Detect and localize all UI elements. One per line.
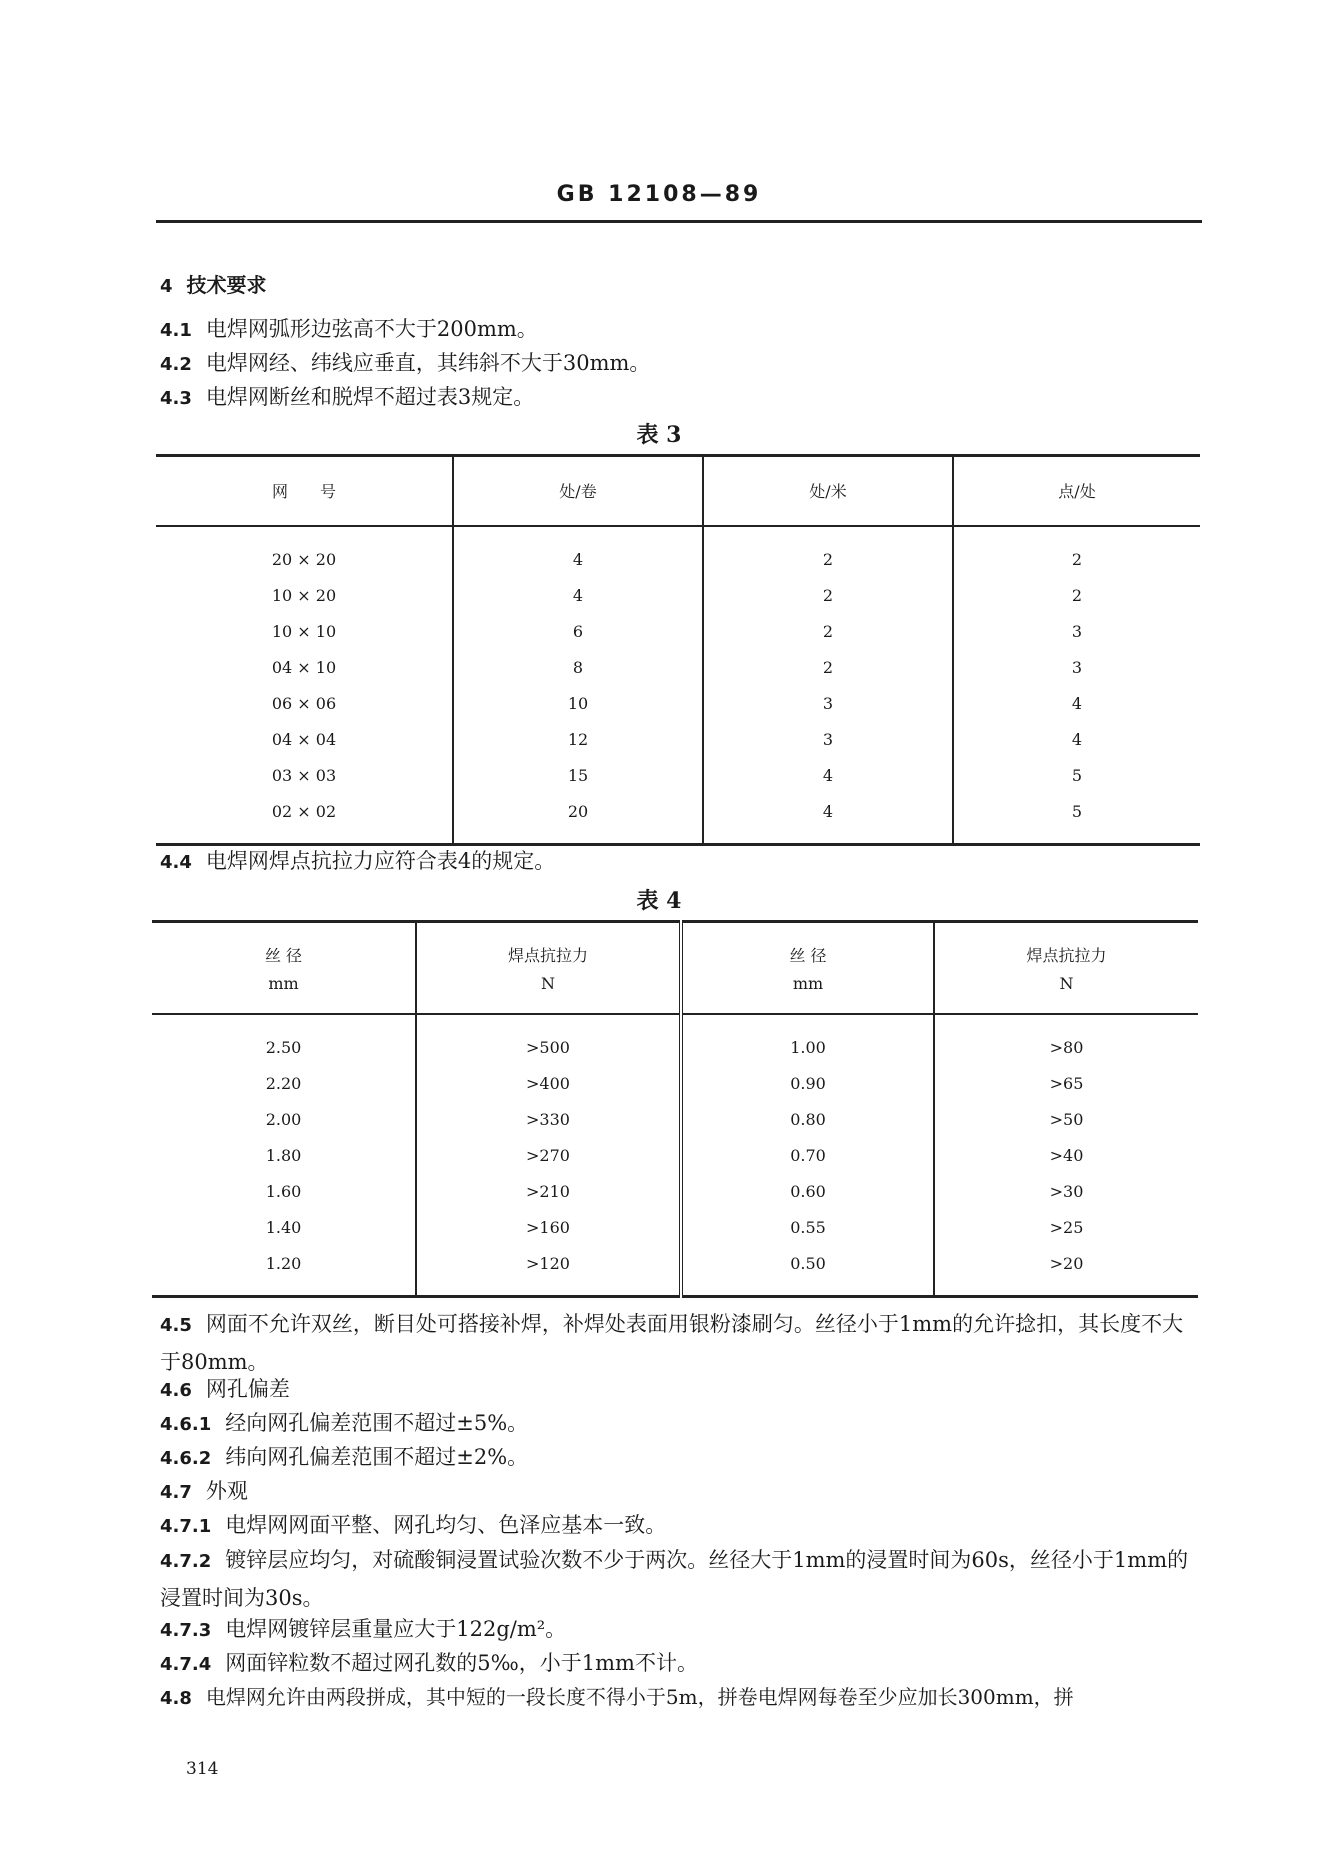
clause-number: 4.8 [160,1688,192,1709]
clause-text: 电焊网断丝和脱焊不超过表3规定。 [205,385,535,409]
table-row [152,1174,1198,1210]
table-cell: 4 [953,686,1200,722]
clause-text: 电焊网焊点抗拉力应符合表4的规定。 [205,849,556,873]
table-cell: >500 [416,1014,681,1066]
table-cell: 06 × 06 [271,694,337,713]
table-cell: 3 [703,722,953,758]
table-cell: 0.70 [681,1138,934,1174]
table-cell: 6 [453,614,703,650]
clause-number: 4.5 [160,1315,192,1336]
header-line: 丝 径 [789,945,827,965]
table-cell: 0.80 [681,1102,934,1138]
table-cell: 12 [453,722,703,758]
section-title: 技术要求 [186,273,267,297]
table-cell: 20 [453,794,703,845]
table-cell: 15 [453,758,703,794]
table-cell: 10 × 10 [271,622,337,641]
clause-text: 外观 [205,1479,248,1503]
section-number: 4 [160,276,173,297]
table-row [156,578,1200,614]
table-cell: 2 [703,614,953,650]
clause-number: 4.7.4 [160,1654,212,1675]
table-cell: 2.50 [265,1038,302,1057]
table-cell: 0.50 [681,1246,934,1297]
table-cell: 3 [703,686,953,722]
table-cell: 3 [953,614,1200,650]
table-cell: 20 × 20 [271,550,337,569]
table-row [152,1138,1198,1174]
clause-4-6-1 [160,1406,1200,1442]
table3 [156,454,1200,846]
table-cell: >50 [934,1102,1198,1138]
clause-text: 电焊网允许由两段拼成，其中短的一段长度不得小于5m，拼卷电焊网每卷至少应加长300mm，拼 [205,1685,1074,1709]
header-unit: N [1059,973,1074,993]
table-cell: 4 [953,722,1200,758]
header-line: 丝 径 [264,945,303,965]
table-cell: >65 [934,1066,1198,1102]
table-cell: 1.20 [265,1254,302,1273]
clause-text: 网面锌粒数不超过网孔数的5‰，小于1mm不计。 [225,1651,698,1675]
table-cell: 4 [453,526,703,578]
clause-text: 镀锌层应均匀，对硫酸铜浸置试验次数不少于两次。丝径大于1mm的浸置时间为60s，丝径小于1mm的浸置时间为30s。 [160,1548,1189,1610]
header-line: 焊点抗拉力 [507,945,588,965]
table4-body [152,1014,1198,1297]
table4-header-diameter-2 [681,922,934,1014]
table-row [156,686,1200,722]
table-row [152,1014,1198,1066]
section-heading [160,268,1200,304]
clause-4-7-1 [160,1508,1200,1544]
table-cell: 04 × 10 [271,658,337,677]
clause-4-3 [160,380,1200,416]
clause-4-5 [160,1306,1200,1380]
table-cell: 02 × 02 [271,802,337,821]
table-cell: 2 [703,526,953,578]
clause-number: 4.1 [160,320,192,341]
clause-number: 4.4 [160,852,192,873]
clause-number: 4.6.1 [160,1414,212,1435]
table3-header-mesh: 网 号 [156,456,453,526]
clause-text: 电焊网弧形边弦高不大于200mm。 [205,317,538,341]
clause-number: 4.3 [160,388,192,409]
clause-4-4 [160,844,1200,880]
header-unit: N [541,973,555,993]
table-cell: 2.00 [265,1110,302,1129]
clause-4-6 [160,1372,1200,1408]
clause-number: 4.7 [160,1482,192,1503]
table-cell: 03 × 03 [271,766,337,785]
table-cell: >400 [416,1066,681,1102]
table4-header-diameter-1 [152,922,416,1014]
table-row [156,650,1200,686]
clause-number: 4.6.2 [160,1448,212,1469]
table-cell: 10 × 20 [271,586,337,605]
table-row [152,1066,1198,1102]
table3-caption: 表 3 [636,422,682,448]
table-cell: 2.20 [265,1074,302,1093]
table-cell: 1.80 [265,1146,302,1165]
table-row [156,794,1200,845]
clause-text: 电焊网网面平整、网孔均匀、色泽应基本一致。 [225,1513,667,1537]
table3-header-per-meter: 处/米 [703,456,953,526]
table-cell: 1.00 [681,1014,934,1066]
clause-text: 电焊网镀锌层重量应大于122g/m²。 [225,1617,567,1641]
clause-4-2 [160,346,1200,382]
table-row [152,1246,1198,1297]
clause-4-7 [160,1474,1200,1510]
table4-header-strength-1 [416,922,681,1014]
clause-4-7-3 [160,1612,1200,1648]
table-cell: >25 [934,1210,1198,1246]
table-cell: 2 [703,578,953,614]
table4-header-strength-2 [934,922,1198,1014]
table3-body [156,526,1200,845]
table-cell: >40 [934,1138,1198,1174]
clause-4-7-4 [160,1646,1200,1682]
header-rule [156,220,1202,223]
clause-number: 4.7.2 [160,1551,212,1572]
table-cell: 0.55 [681,1210,934,1246]
clause-text: 纬向网孔偏差范围不超过±2%。 [225,1445,529,1469]
table-cell: 2 [703,650,953,686]
table-cell: >160 [416,1210,681,1246]
table-cell: 2 [953,578,1200,614]
table-cell: >80 [934,1014,1198,1066]
table3-header-per-roll: 处/卷 [453,456,703,526]
table-cell: >120 [416,1246,681,1297]
header-unit: mm [268,973,299,993]
table-cell: 0.60 [681,1174,934,1210]
table-cell: 4 [703,794,953,845]
clause-4-7-2 [160,1542,1200,1616]
table4-caption: 表 4 [636,888,682,914]
clause-number: 4.2 [160,354,192,375]
table-cell: 8 [453,650,703,686]
table-cell: 5 [953,758,1200,794]
clause-text: 经向网孔偏差范围不超过±5%。 [225,1411,529,1435]
clause-text: 网孔偏差 [205,1377,290,1401]
table-cell: 5 [953,794,1200,845]
table-cell: 10 [453,686,703,722]
table-cell: 4 [703,758,953,794]
clause-number: 4.7.1 [160,1516,212,1537]
clause-text: 网面不允许双丝，断目处可搭接补焊，补焊处表面用银粉漆刷匀。丝径小于1mm的允许捻扣，其长度不大于80mm。 [160,1312,1184,1374]
table-cell: >330 [416,1102,681,1138]
table-cell: 1.40 [265,1218,302,1237]
table-cell: 3 [953,650,1200,686]
table-row [156,614,1200,650]
table-cell: >210 [416,1174,681,1210]
clause-4-6-2 [160,1440,1200,1476]
table-row [152,1210,1198,1246]
clause-4-8 [160,1680,1200,1716]
table-row [156,526,1200,578]
header-line: 焊点抗拉力 [1026,945,1107,965]
clause-4-1 [160,312,1200,348]
table-row [156,758,1200,794]
page-number: 314 [186,1759,219,1779]
clause-text: 电焊网经、纬线应垂直，其纬斜不大于30mm。 [205,351,651,375]
table-cell: >270 [416,1138,681,1174]
table4 [152,920,1198,1298]
table3-header-points: 点/处 [953,456,1200,526]
table-row [156,722,1200,758]
table-cell: 4 [453,578,703,614]
table-cell: >30 [934,1174,1198,1210]
table-cell: 2 [953,526,1200,578]
table-cell: >20 [934,1246,1198,1297]
table-cell: 0.90 [681,1066,934,1102]
clause-number: 4.6 [160,1380,192,1401]
table-cell: 1.60 [265,1182,302,1201]
table-cell: 04 × 04 [271,730,337,749]
table-row [152,1102,1198,1138]
header-unit: mm [792,973,824,993]
clause-number: 4.7.3 [160,1620,212,1641]
document-header: GB 12108—89 [556,182,762,207]
